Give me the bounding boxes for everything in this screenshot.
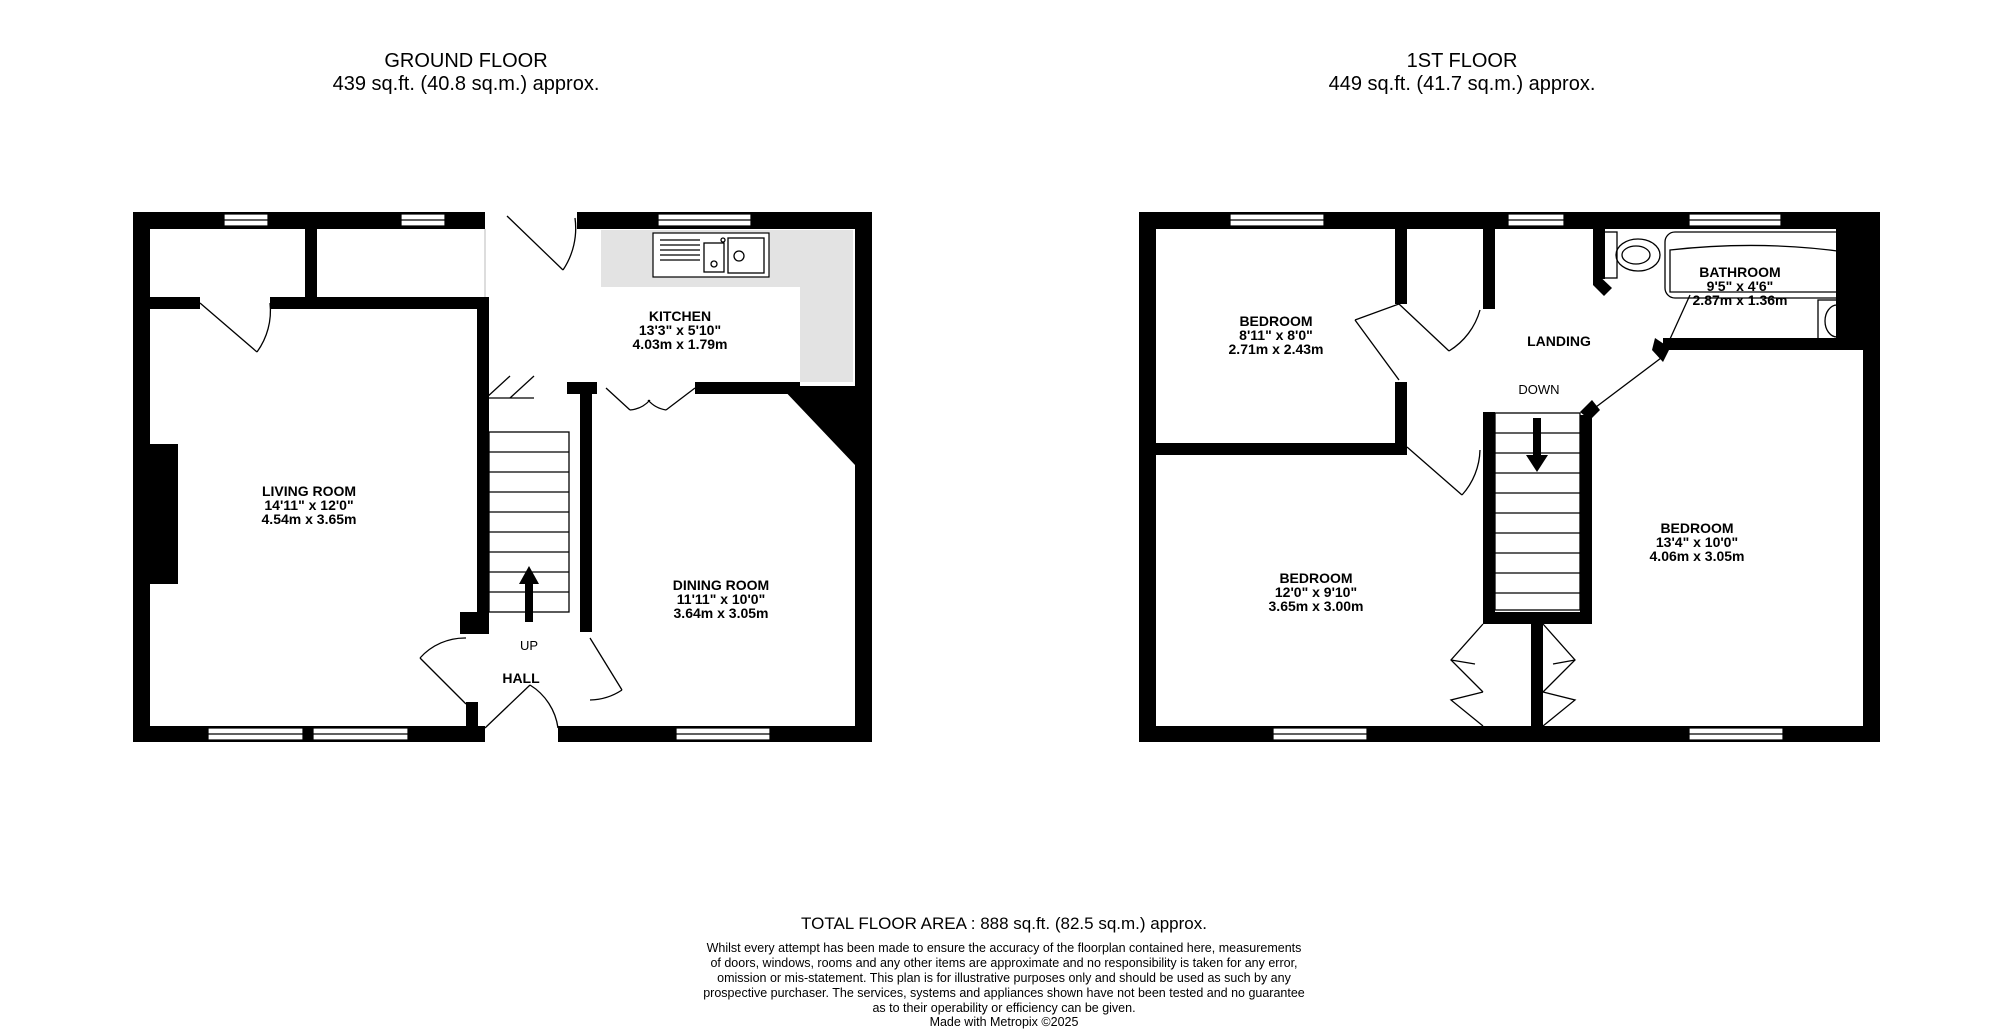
toilet-icon bbox=[1603, 232, 1660, 278]
disclaimer-line-1: Whilst every attempt has been made to ensure the accuracy of the floorplan contained here, measurements bbox=[706, 941, 1302, 955]
kitchen-metric: 4.03m x 1.79m bbox=[632, 336, 728, 352]
living-room-imperial: 14'11" x 12'0" bbox=[264, 497, 354, 513]
sink-icon bbox=[653, 233, 769, 277]
bedroom-3-imperial: 13'4" x 10'0" bbox=[1655, 534, 1739, 550]
disclaimer-line-3: omission or mis-statement. This plan is for illustrative purposes only and should be used as such by any bbox=[717, 971, 1291, 985]
ground-staircase bbox=[489, 432, 569, 622]
disclaimer-line-2: of doors, windows, rooms and any other items are approximate and no responsibility is taken for any error, bbox=[710, 956, 1298, 970]
living-room-label: LIVING ROOM bbox=[261, 483, 357, 499]
bedroom-3-metric: 4.06m x 3.05m bbox=[1649, 548, 1745, 564]
first-doors bbox=[1355, 295, 1690, 726]
first-staircase bbox=[1495, 413, 1580, 610]
bedroom-1-metric: 2.71m x 2.43m bbox=[1228, 341, 1324, 357]
ground-stair-label: UP bbox=[519, 638, 539, 653]
ground-floor-title: GROUND FLOOR bbox=[384, 50, 548, 72]
ground-floor-area: 439 sq.ft. (40.8 sq.m.) approx. bbox=[332, 73, 600, 95]
disclaimer-line-5: as to their operability or efficiency can be given. bbox=[872, 1001, 1136, 1015]
stair-arrow-down-icon bbox=[1533, 418, 1541, 458]
bathroom-label: BATHROOM bbox=[1699, 264, 1781, 280]
bedroom-2-imperial: 12'0" x 9'10" bbox=[1274, 584, 1358, 600]
kitchen-imperial: 13'3" x 5'10" bbox=[638, 322, 722, 338]
first-stair-label: DOWN bbox=[1518, 382, 1560, 397]
bathroom-imperial: 9'5" x 4'6" bbox=[1706, 278, 1774, 294]
living-room-metric: 4.54m x 3.65m bbox=[261, 511, 357, 527]
total-floor-area: TOTAL FLOOR AREA : 888 sq.ft. (82.5 sq.m.) approx. bbox=[801, 914, 1207, 933]
disclaimer-line-4: prospective purchaser. The services, systems and appliances shown have not been tested and no guarantee bbox=[703, 986, 1305, 1000]
bedroom-2-metric: 3.65m x 3.00m bbox=[1268, 598, 1364, 614]
bedroom-1-label: BEDROOM bbox=[1239, 313, 1313, 329]
bathroom-metric: 2.87m x 1.36m bbox=[1692, 292, 1788, 308]
dining-room-metric: 3.64m x 3.05m bbox=[673, 605, 769, 621]
kitchen-label: KITCHEN bbox=[648, 308, 712, 324]
first-floor-title: 1ST FLOOR bbox=[1406, 50, 1518, 72]
first-floor-plan bbox=[1139, 212, 1880, 742]
metropix-credit: Made with Metropix ©2025 bbox=[929, 1015, 1079, 1029]
ground-doors bbox=[200, 216, 695, 728]
bedroom-1-imperial: 8'11" x 8'0" bbox=[1239, 327, 1313, 343]
bedroom-2-label: BEDROOM bbox=[1279, 570, 1353, 586]
ground-floor-plan bbox=[133, 212, 872, 742]
landing-label: LANDING bbox=[1527, 333, 1591, 349]
dining-room-imperial: 11'11" x 10'0" bbox=[676, 591, 766, 607]
stair-arrow-up-icon bbox=[525, 582, 533, 622]
bedroom-3-label: BEDROOM bbox=[1660, 520, 1734, 536]
first-floor-area: 449 sq.ft. (41.7 sq.m.) approx. bbox=[1328, 73, 1596, 95]
hall-label: HALL bbox=[502, 670, 540, 686]
dining-room-label: DINING ROOM bbox=[672, 577, 770, 593]
fireplace bbox=[150, 444, 178, 584]
